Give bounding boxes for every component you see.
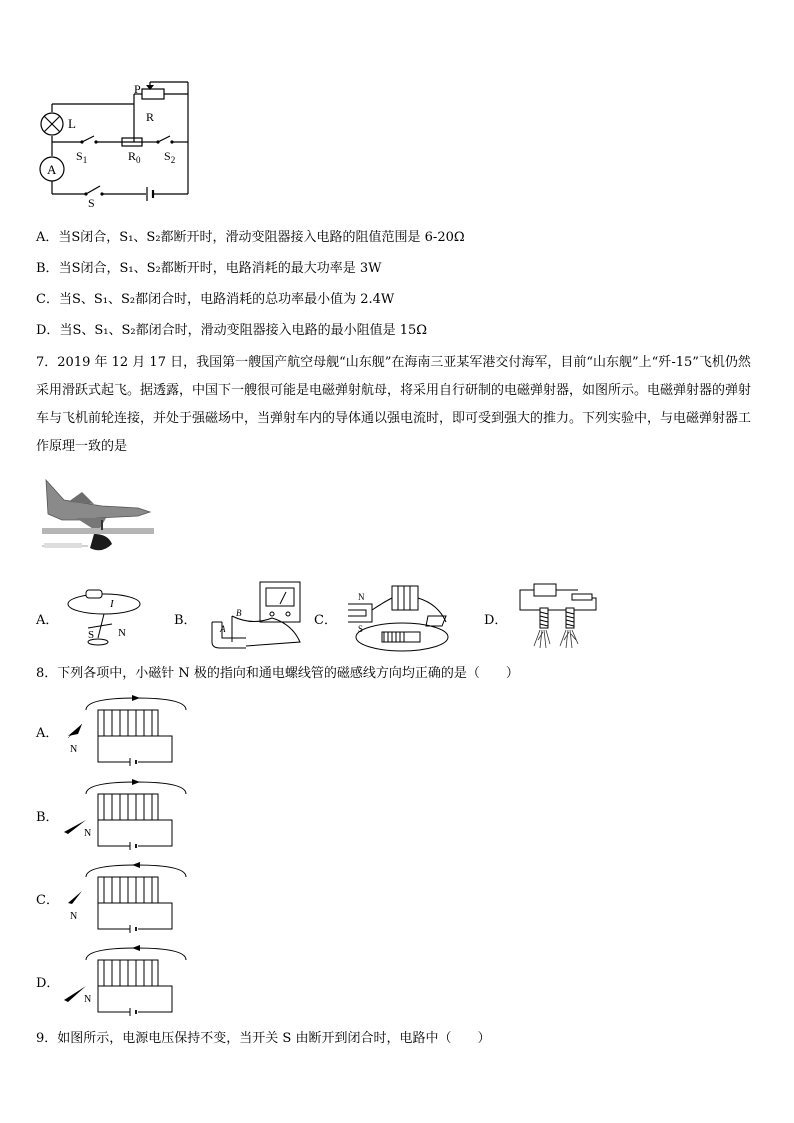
q7-figure-d — [516, 582, 600, 654]
q7-figure-b — [202, 580, 306, 654]
q8-option-d-label: D． — [36, 976, 60, 991]
q9-question-text: 9．如图所示，电源电压保持不变，当开关 S 由断开到闭合时，电路中（ ） — [36, 1031, 491, 1046]
q6-option-a: A．当S闭合，S₁、S₂都断开时，滑动变阻器接入电路的阻值范围是 6-20Ω — [36, 230, 465, 245]
circuit-diagram — [30, 80, 200, 210]
q7-figure-a — [62, 588, 148, 650]
rheostat-label: R — [146, 110, 155, 124]
q7-option-b-label: B． — [174, 613, 197, 628]
s2-label: $S_2$ — [164, 149, 176, 165]
compass-needle-icon — [68, 724, 82, 738]
q8-figure-c — [60, 857, 190, 937]
q6-option-c: C．当S、S₁、S₂都闭合时，电路消耗的总功率最小值为 2.4W — [36, 292, 395, 307]
s1-label: $S_1$ — [76, 149, 88, 165]
q6-option-d: D．当S、S₁、S₂都闭合时，滑动变阻器接入电路的最小阻值是 15Ω — [36, 323, 428, 338]
needle-north-label: N — [84, 828, 92, 839]
q8-option-a-label: A． — [36, 726, 59, 741]
point-b-label: B — [236, 608, 242, 618]
lamp-icon — [41, 113, 63, 135]
q8-figure-a — [60, 690, 190, 770]
q8-figure-d — [60, 940, 190, 1020]
c-south-label: S — [358, 624, 364, 634]
q8-option-b-label: B． — [36, 810, 59, 825]
needle-north-label: N — [84, 994, 92, 1005]
compass-needle-icon — [64, 820, 86, 834]
q8-figure-b — [60, 774, 190, 854]
q7-question-text: 7．2019 年 12 月 17 日，我国第一艘国产航空母舰“山东舰”在海南三亚某军港交付海军，目前“山东舰”上“歼-15”飞机仍然采用滑跃式起飞。据透露，中国下一艘很可能是电磁弹射航母，将采用自行研制的电磁弹射器，如图所示。电磁弹射器的弹射车与飞机前轮连接，并处于强磁场中，当弹射车内的导体通以强电流时，即可受到强大的推力。下列实验中，与电磁弹射器工作原理一致的是 — [36, 355, 752, 454]
needle-north-label: N — [70, 911, 78, 922]
q7-option-d-label: D． — [484, 613, 508, 628]
r0-label: $R_0$ — [128, 149, 141, 165]
q8-question-text: 8．下列各项中，小磁针 N 极的指向和通电螺线管的磁感线方向均正确的是（ ） — [36, 666, 519, 681]
needle-north-label: N — [70, 744, 78, 755]
current-label: I — [110, 598, 114, 610]
c-north-label: N — [358, 592, 365, 602]
jet-launcher-figure — [42, 474, 154, 560]
lamp-label: L — [68, 116, 76, 131]
compass-needle-icon — [64, 986, 86, 1002]
q7-option-c-label: C． — [314, 613, 337, 628]
q7-option-a-label: A． — [36, 613, 59, 628]
ammeter-label: A — [47, 162, 57, 177]
point-a-label: A — [220, 624, 226, 634]
north-pole-label: N — [118, 627, 126, 639]
south-pole-label: S — [88, 629, 95, 641]
compass-needle-icon — [68, 891, 82, 904]
q7-figure-c — [342, 582, 454, 654]
q8-option-c-label: C． — [36, 893, 59, 908]
q6-option-b: B．当S闭合，S₁、S₂都断开时，电路消耗的最大功率是 3W — [36, 261, 382, 276]
main-switch-label: S — [88, 196, 95, 210]
slider-label: P — [134, 82, 141, 96]
